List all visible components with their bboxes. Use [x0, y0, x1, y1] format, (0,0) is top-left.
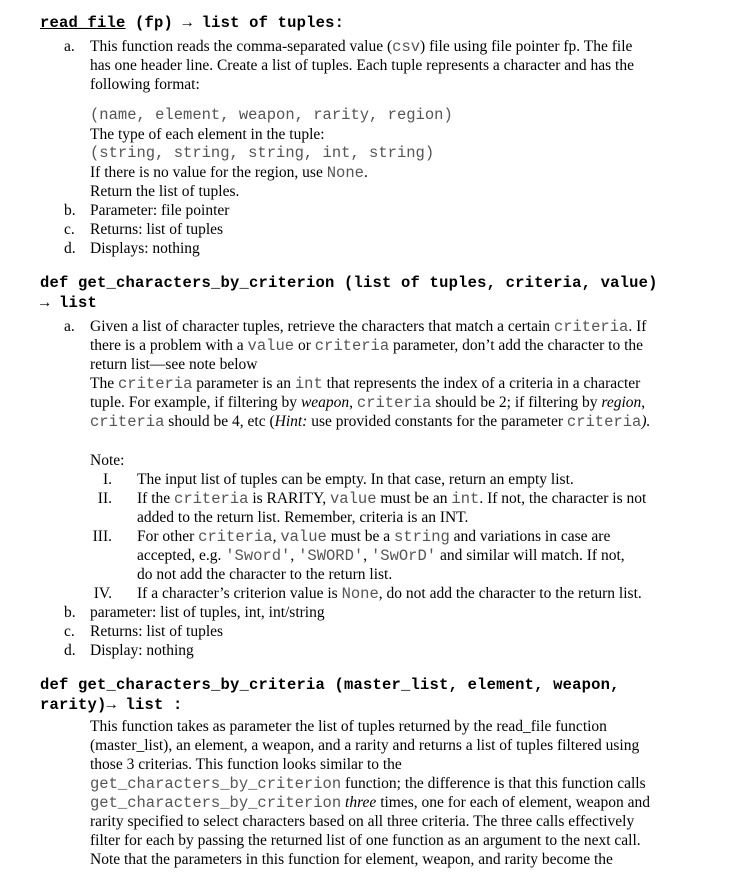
tuple-format-code: (name, element, weapon, rarity, region) — [90, 106, 453, 124]
roman-marker: II. — [97, 490, 112, 507]
arrow-icon: → — [106, 696, 117, 714]
roman-marker: I. — [102, 471, 112, 488]
s3-line5: get_characters_by_criterion three times, one for each of element, weapon and — [90, 794, 651, 812]
item-marker: a. — [64, 318, 75, 335]
s2-d-text: Display: nothing — [90, 642, 194, 659]
s3-line1: This function takes as parameter the list of tuples returned by the read_file function — [90, 718, 607, 735]
arrow-icon: → — [40, 294, 50, 312]
s2-a-line1: Given a list of character tuples, retrieve the characters that match a certain criteria. If — [90, 318, 647, 336]
note-2-line2: added to the return list. Remember, criteria is an INT. — [137, 509, 469, 526]
s3-line4: get_characters_by_criterion function; the difference is that this function calls — [90, 775, 646, 793]
section3-header-line2: rarity)→ list : — [40, 696, 183, 714]
section2-header-line1: def get_characters_by_criterion (list of tuples, criteria, value) — [40, 274, 658, 292]
note-2-line1: If the criteria is RARITY, value must be an int. If not, the character is not — [137, 490, 647, 508]
s2-b-text: parameter: list of tuples, int, int/string — [90, 604, 325, 621]
s3-line7: filter for each by passing the returned list of one function as an argument to the next call. — [90, 832, 641, 849]
s2-a-line2: there is a problem with a value or criteria parameter, don’t add the character to the — [90, 337, 644, 355]
arrow-icon: → — [182, 14, 193, 32]
roman-marker: III. — [92, 528, 112, 545]
s1-d-text: Displays: nothing — [90, 240, 200, 257]
s1-a-line2: has one header line. Create a list of tuples. Each tuple represents a character and has the — [90, 57, 634, 74]
note-label: Note: — [90, 452, 125, 469]
item-marker: b. — [64, 202, 76, 219]
s2-a-line4: The criteria parameter is an int that represents the index of a criteria in a character — [90, 375, 641, 393]
section2-header-line2: → list — [40, 294, 98, 312]
s1-a-line3: following format: — [90, 76, 200, 93]
function-name-read-file: read_file — [40, 14, 126, 32]
type-intro: The type of each element in the tuple: — [90, 126, 325, 143]
s3-line6: rarity specified to select characters based on all three criteria. The three calls effectively — [90, 813, 635, 830]
item-marker: b. — [64, 604, 76, 621]
item-marker: c. — [64, 623, 75, 640]
note-3-line1: For other criteria, value must be a string and variations in case are — [137, 528, 611, 546]
note-3-line3: do not add the character to the return list. — [137, 566, 393, 583]
s2-a-line3: return list—see note below — [90, 356, 258, 373]
s2-a-line6: criteria should be 4, etc (Hint: use provided constants for the parameter criteria). — [90, 413, 651, 431]
return-line: Return the list of tuples. — [90, 183, 240, 200]
s2-a-line5: tuple. For example, if filtering by weapon, criteria should be 2; if filtering by region, — [90, 394, 646, 412]
s3-line2: (master_list), an element, a weapon, and a rarity and returns a list of tuples filtered using — [90, 737, 640, 754]
s1-b-text: Parameter: file pointer — [90, 202, 230, 219]
note-4: If a character’s criterion value is None, do not add the character to the return list. — [137, 585, 642, 603]
note-1: The input list of tuples can be empty. In that case, return an empty list. — [137, 471, 574, 488]
s3-line3: those 3 criterias. This function looks similar to the — [90, 756, 402, 773]
item-marker: a. — [64, 38, 75, 55]
section1-header: read_file (fp) → list of tuples: — [40, 14, 345, 32]
item-marker: c. — [64, 221, 75, 238]
none-rule: If there is no value for the region, use None. — [90, 164, 368, 182]
s2-c-text: Returns: list of tuples — [90, 623, 224, 640]
s1-c-text: Returns: list of tuples — [90, 221, 224, 238]
item-marker: d. — [64, 240, 76, 257]
tuple-types-code: (string, string, string, int, string) — [90, 144, 435, 162]
note-3-line2: accepted, e.g. 'Sword', 'SWORD', 'SwOrD' and similar will match. If not, — [137, 547, 625, 565]
section3-header-line1: def get_characters_by_criteria (master_list, element, weapon, — [40, 676, 620, 694]
s1-a-line1: This function reads the comma-separated value (csv) file using file pointer fp. The file — [90, 38, 633, 56]
item-marker: d. — [64, 642, 76, 659]
s3-line8: Note that the parameters in this function for element, weapon, and rarity become the — [90, 851, 613, 868]
roman-marker: IV. — [93, 585, 112, 602]
